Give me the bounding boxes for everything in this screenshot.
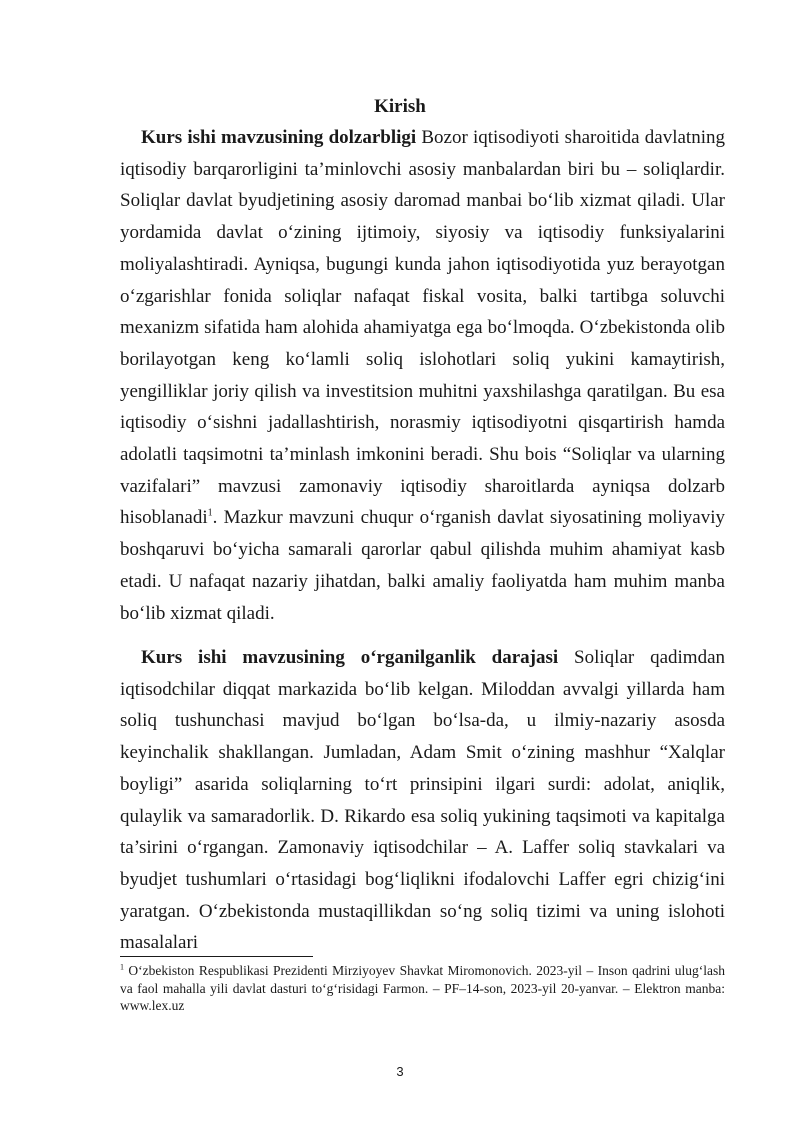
research-level-paragraph (120, 642, 725, 959)
page-title: Kirish (374, 96, 426, 117)
relevance-heading: Kurs ishi mavzusining dolzarbligi (141, 127, 417, 148)
footnote-reference[interactable]: 1 (207, 508, 213, 520)
research-level-heading: Kurs ishi mavzusining o‘rganilganlik darajasi (141, 647, 559, 668)
relevance-text-continued: . Mazkur mavzuni chuqur o‘rganish davlat siyosatining moliyaviy boshqaruvi bo‘yicha samarali qarorlar qabul qilishda muhim ahamiyat kasb etadi. U nafaqat nazariy jihatdan, balki amaliy faoliyatda ham muhim manba bo‘lib xizmat qiladi. (120, 507, 725, 624)
footnote-text: O‘zbekiston Respublikasi Prezidenti Mirziyoyev Shavkat Miromonovich. 2023-yil – Inson qadrini ulug‘lash va faol mahalla yili davlat dasturi to‘g‘risidagi Farmon. – PF–14-son, 2023-yil 20-yanvar. – Elektron manba: www.lex.uz (120, 963, 725, 1013)
footnote (120, 962, 725, 1015)
research-level-text: Soliqlar qadimdan iqtisodchilar diqqat markazida bo‘lib kelgan. Miloddan avvalgi yillarda ham soliq tushunchasi mavjud bo‘lgan bo‘lsa-da, u ilmiy-nazariy asosda keyinchalik shakllangan. Jumladan, Adam Smit o‘zining mashhur “Xalqlar boyligi” asarida soliqlarning to‘rt prinsipini ilgari surdi: adolat, aniqlik, qulaylik va samaradorlik. D. Rikardo esa soliq yukining taqsimoti va kapitalga ta’sirini o‘rgangan. Zamonaviy iqtisodchilar – A. Laffer soliq stavkalari va byudjet tushumlari o‘rtasidagi bog‘liqlikni ifodalovchi Laffer egri chizig‘ini yaratgan. O‘zbekistonda mustaqillikdan so‘ng soliq tizimi va uning islohoti masalalari (120, 647, 725, 954)
footnote-marker: 1 (120, 962, 124, 972)
relevance-text: Bozor iqtisodiyoti sharoitida davlatning iqtisodiy barqarorligini ta’minlovchi asosiy manbalardan biri bu – soliqlardir. Soliqlar davlat byudjetining asosiy daromad manbai bo‘lib xizmat qiladi. Ular yordamida davlat o‘zining ijtimoiy, siyosiy va iqtisodiy funksiyalarini moliyalashtiradi. Ayniqsa, bugungi kunda jahon iqtisodiyotida yuz berayotgan o‘zgarishlar fonida soliqlar nafaqat fiskal vosita, balki tartibga soluvchi mexanizm sifatida ham alohida ahamiyatga ega bo‘lmoqda. O‘zbekistonda olib borilayotgan keng ko‘lamli soliq islohotlari soliq yukini kamaytirish, yengilliklar joriy qilish va investitsion muhitni yaxshilashga qaratilgan. Bu esa iqtisodiy o‘sishni jadallashtirish, norasmiy iqtisodiyotni qisqartirish hamda adolatli taqsimotni ta’minlash imkonini beradi. Shu bois “Soliqlar va ularning vazifalari” mavzusi zamonaviy iqtisodiy sharoitlarda ayniqsa dolzarb hisoblanadi (120, 127, 725, 529)
footnote-separator (120, 956, 313, 957)
relevance-paragraph (120, 122, 725, 629)
page-number: 3 (396, 1064, 404, 1079)
